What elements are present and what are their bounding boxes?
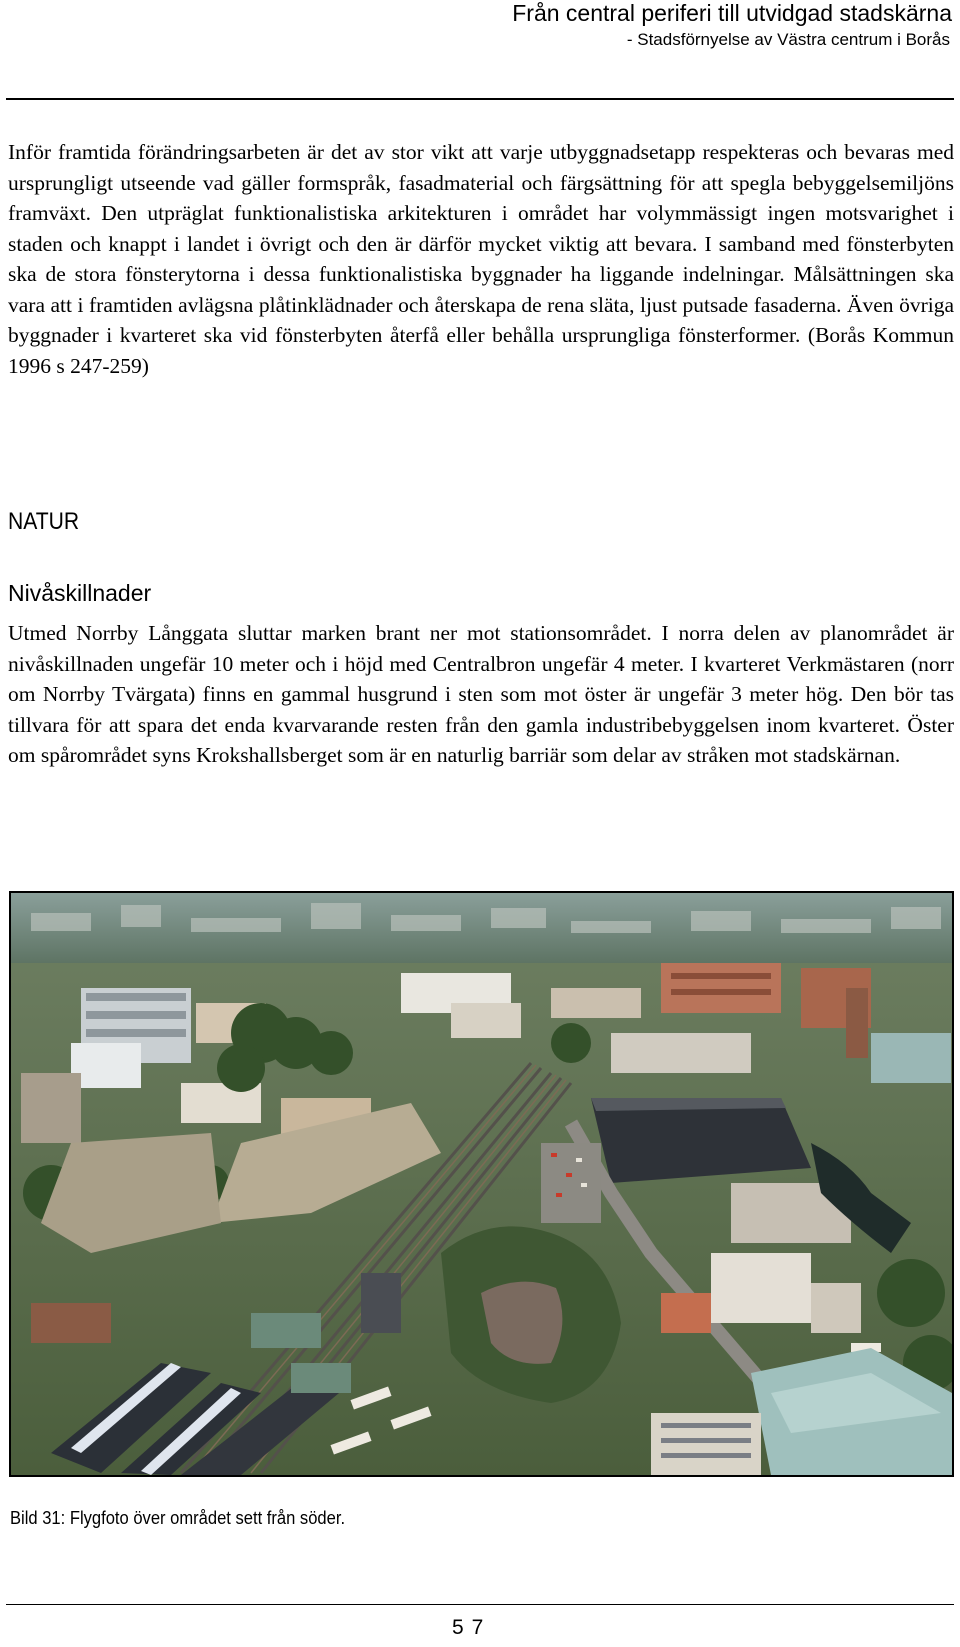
footer-divider [6, 1604, 954, 1605]
body-paragraph-preservation: Inför framtida förändringsarbeten är det av stor vikt att varje utbyggnadsetapp respekteras och bevaras med ursprungligt utseende vad gäller formspråk, fasadmaterial och färgsättning för att spegla bebyggelsemiljöns framväxt. Den utpräglat funktionalistiska arkitekturen i området har volymmässigt ingen motsvarighet i staden och knappt i landet i övrigt och den är därför mycket viktig att bevara. I samband med fönsterbyten ska de stora fönsterytorna i dessa funktionalistiska byggnader ha liggande indelningar. Målsättningen ska vara att i framtiden avlägsna plåtinklädnader och återskapa de rena släta, ljust putsade fasaderna. Även övriga byggnader i kvarteret ska vid fönsterbyten återfå eller behålla ursprungliga fönsterformer. (Borås Kommun 1996 s 247-259) [8, 140, 954, 378]
section-heading: NATUR [8, 508, 80, 535]
body-paragraph-level-differences: Utmed Norrby Långgata sluttar marken brant ner mot stationsområdet. I norra delen av planområdet är nivåskillnaden ungefär 10 meter och i höjd med Centralbron ungefär 4 meter. I kvarteret Verkmästaren (norr om Norrby Tvärgata) finns en gammal husgrund i sten som mot öster är ungefär 3 meter hög. Den bör tas tillvara för att spara det enda kvarvarande resten från den gamla industribebyggelsen inom kvarteret. Öster om spårområdet syns Krokshallsberget som är en naturlig barriär som delar av stråken mot stadskärnan. [8, 621, 954, 767]
header-divider [6, 98, 954, 100]
aerial-photo-illustration [11, 893, 952, 1475]
aerial-photo [9, 891, 954, 1477]
document-subtitle: - Stadsförnyelse av Västra centrum i Borås [626, 30, 950, 49]
page-header [0, 0, 960, 100]
figure-caption: Bild 31: Flygfoto över området sett från söder. [10, 1508, 346, 1528]
subsection-heading: Nivåskillnader [8, 580, 152, 606]
document-title: Från central periferi till utvidgad stadskärna [512, 0, 952, 26]
page-number: 57 [452, 1616, 492, 1639]
